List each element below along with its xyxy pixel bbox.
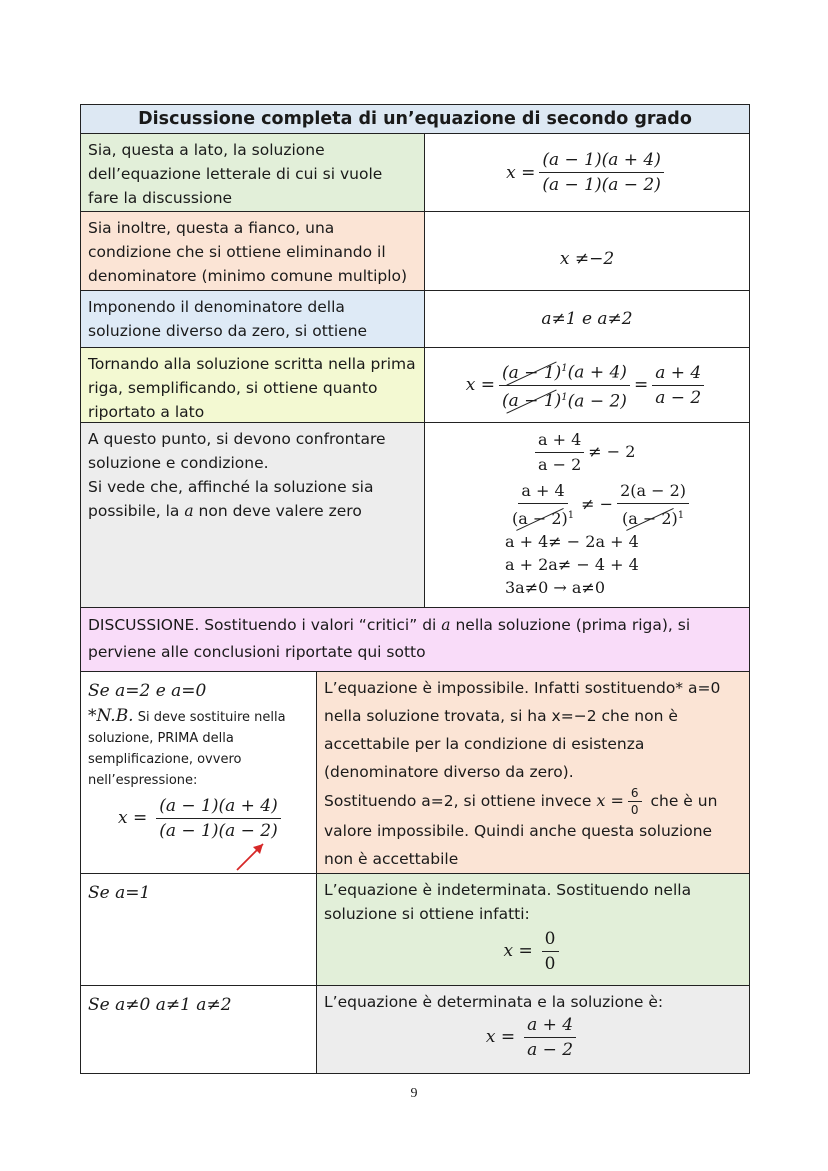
row5-text1: A questo punto, si devono confrontare soluzione e condizione.: [88, 430, 386, 472]
case1-p1: L’equazione è impossibile. Infatti sostituendo* a=0 nella soluzione trovata, si ha x=−2 che non è accettabile per la condizione di esistenza (denominatore diverso da zero).: [324, 679, 721, 781]
row2-text: Sia inoltre, questa a fianco, una condizione che si ottiene eliminando il denominatore (minimo comune multiplo): [81, 212, 425, 290]
row4-lhs: x =: [465, 375, 496, 395]
case3-p1: L’equazione è determinata e la soluzione è:: [324, 993, 664, 1011]
case2-formula: [324, 928, 742, 975]
case1-p2-fraction: [628, 786, 642, 817]
row-denominator: [81, 290, 749, 347]
row4-den: [499, 386, 630, 413]
row5-text2b: non deve valere zero: [193, 502, 362, 520]
row5-formulas: [425, 423, 749, 607]
row-simplified: [81, 347, 749, 422]
case3-den: a − 2: [527, 1040, 574, 1060]
case3-condition: Se a≠0 a≠1 a≠2: [88, 995, 232, 1015]
case1-lhs: x =: [118, 808, 148, 828]
case2-den: 0: [544, 954, 556, 974]
row4-num-one: 1: [561, 362, 568, 374]
discussion-table: [80, 104, 750, 1074]
row4-den2: a − 2: [655, 387, 702, 408]
row4-num: [499, 358, 630, 386]
row5-line4: a + 2a≠ − 4 + 4: [505, 555, 639, 575]
row-comparison: [81, 422, 749, 607]
table-title: [81, 105, 749, 133]
case2-condition: Se a=1: [88, 883, 151, 903]
row5-f2-num: a + 4: [518, 480, 567, 504]
row-case-indeterminate: [81, 873, 749, 985]
case1-num: (a − 1)(a + 4): [156, 795, 281, 819]
row4-num2: a + 4: [652, 362, 704, 386]
discussion-text: [81, 608, 749, 671]
case2-left: [81, 874, 317, 985]
row3-formula-text: a≠1 e a≠2: [541, 309, 633, 329]
row4-den-one: 1: [561, 391, 568, 403]
row2-formula-text: x ≠−2: [559, 249, 615, 269]
row5-text2a: Si vede che, affinché la soluzione sia possibile, la: [88, 478, 374, 520]
row5-f3-den-struck: (a − 2): [621, 509, 678, 529]
row4-den-struck: (a − 1): [502, 391, 562, 412]
case1-nb-text: Si deve sostituire nella soluzione, PRIMA della semplificazione, ovvero nell’espressione:: [88, 710, 286, 788]
page-number: 9: [410, 1086, 418, 1101]
row2-formula: [425, 212, 749, 290]
discussion-a: DISCUSSIONE. Sostituendo i valori “critici” di: [88, 616, 442, 634]
case3-fraction: [524, 1014, 576, 1061]
row5-f3-den: [619, 504, 687, 530]
case1-nb: [88, 706, 309, 791]
case1-p2x: x =: [596, 791, 624, 810]
row5-text2: [88, 475, 417, 523]
row4-fraction: [499, 358, 630, 412]
row1-text: Sia, questa a lato, la soluzione dell’equazione letterale di cui si vuole fare la discussione: [81, 134, 425, 211]
row4-text: Tornando alla soluzione scritta nella prima riga, semplificando, si ottiene quanto riportato a lato: [81, 348, 425, 422]
row5-f1-num: a + 4: [535, 429, 584, 453]
arrow-icon: [231, 840, 291, 880]
case2-fraction: [542, 928, 559, 975]
row5-f1-rhs: ≠ − 2: [588, 442, 636, 461]
case1-p2den: 0: [630, 803, 639, 817]
case1-p2a: Sostituendo a=2, si ottiene invece: [324, 792, 597, 810]
row5-f2-den-one: 1: [567, 510, 575, 521]
title-text: Discussione completa di un’equazione di secondo grado: [138, 109, 692, 129]
row5-line5: 3a≠0 → a≠0: [505, 578, 606, 598]
row5-f2: [509, 480, 577, 530]
row5-f2-den: [509, 504, 577, 530]
row1-num: (a − 1)(a + 4): [539, 149, 664, 173]
row-case-impossible: [81, 671, 749, 873]
row-solution: [81, 133, 749, 211]
row5-f3-den-one: 1: [677, 510, 685, 521]
row1-fraction: [539, 149, 664, 196]
row4-num-rest: (a + 4): [567, 362, 627, 383]
case2-right: [317, 874, 749, 985]
case1-den: (a − 1)(a − 2): [159, 821, 278, 841]
row5-f2-den-struck: (a − 2): [512, 509, 568, 529]
row4-formula: [425, 348, 749, 422]
case3-formula: [324, 1014, 742, 1061]
case1-right: [317, 672, 749, 873]
case3-num: a + 4: [524, 1014, 576, 1038]
row5-var: a: [184, 502, 194, 520]
row-condition: [81, 211, 749, 290]
case3-left: [81, 986, 317, 1073]
row3-text: Imponendo il denominatore della soluzione diverso da zero, si ottiene: [81, 291, 425, 347]
row4-den-rest: (a − 2): [567, 391, 627, 412]
case1-p2num: 6: [628, 786, 642, 802]
row1-den: (a − 1)(a − 2): [542, 175, 661, 195]
row-discussion: [81, 607, 749, 671]
row5-f3-num: 2(a − 2): [617, 480, 689, 504]
row5-line3: a + 4≠ − 2a + 4: [505, 532, 639, 552]
row4-fraction2: [652, 362, 704, 409]
row5-text: [81, 423, 425, 607]
row5-f1: [535, 429, 584, 476]
row1-lhs: x =: [506, 162, 536, 183]
case1-fraction: [156, 795, 281, 842]
case2-lhs: x =: [503, 941, 533, 961]
discussion-b: nella soluzione (prima riga), si perviene alle conclusioni riportate qui sotto: [88, 616, 691, 661]
row3-formula: [425, 291, 749, 347]
row5-f1-den: a − 2: [538, 455, 582, 474]
row5-f3: [617, 480, 689, 530]
case1-p2b: che è un valore impossibile. Quindi anche questa soluzione non è accettabile: [324, 792, 718, 868]
case3-lhs: x =: [485, 1027, 516, 1047]
case2-num: 0: [542, 928, 559, 952]
case1-p2: [324, 786, 742, 873]
case1-left: [81, 672, 317, 873]
row4-num-struck: (a − 1): [502, 362, 562, 383]
case2-p1: L’equazione è indeterminata. Sostituendo nella soluzione si ottiene infatti:: [324, 881, 692, 923]
row4-eq: =: [633, 375, 649, 395]
row5-f2-mid: ≠ −: [581, 494, 614, 514]
case1-nb-label: *N.B.: [88, 706, 134, 726]
case1-condition: Se a=2 e a=0: [88, 681, 207, 701]
row5-line2: [505, 480, 693, 530]
row1-formula: [425, 134, 749, 211]
case1-formula: [88, 795, 309, 842]
case3-right: [317, 986, 749, 1073]
row-case-determinate: [81, 985, 749, 1073]
row5-line1: [505, 429, 635, 476]
discussion-var: a: [441, 616, 451, 634]
